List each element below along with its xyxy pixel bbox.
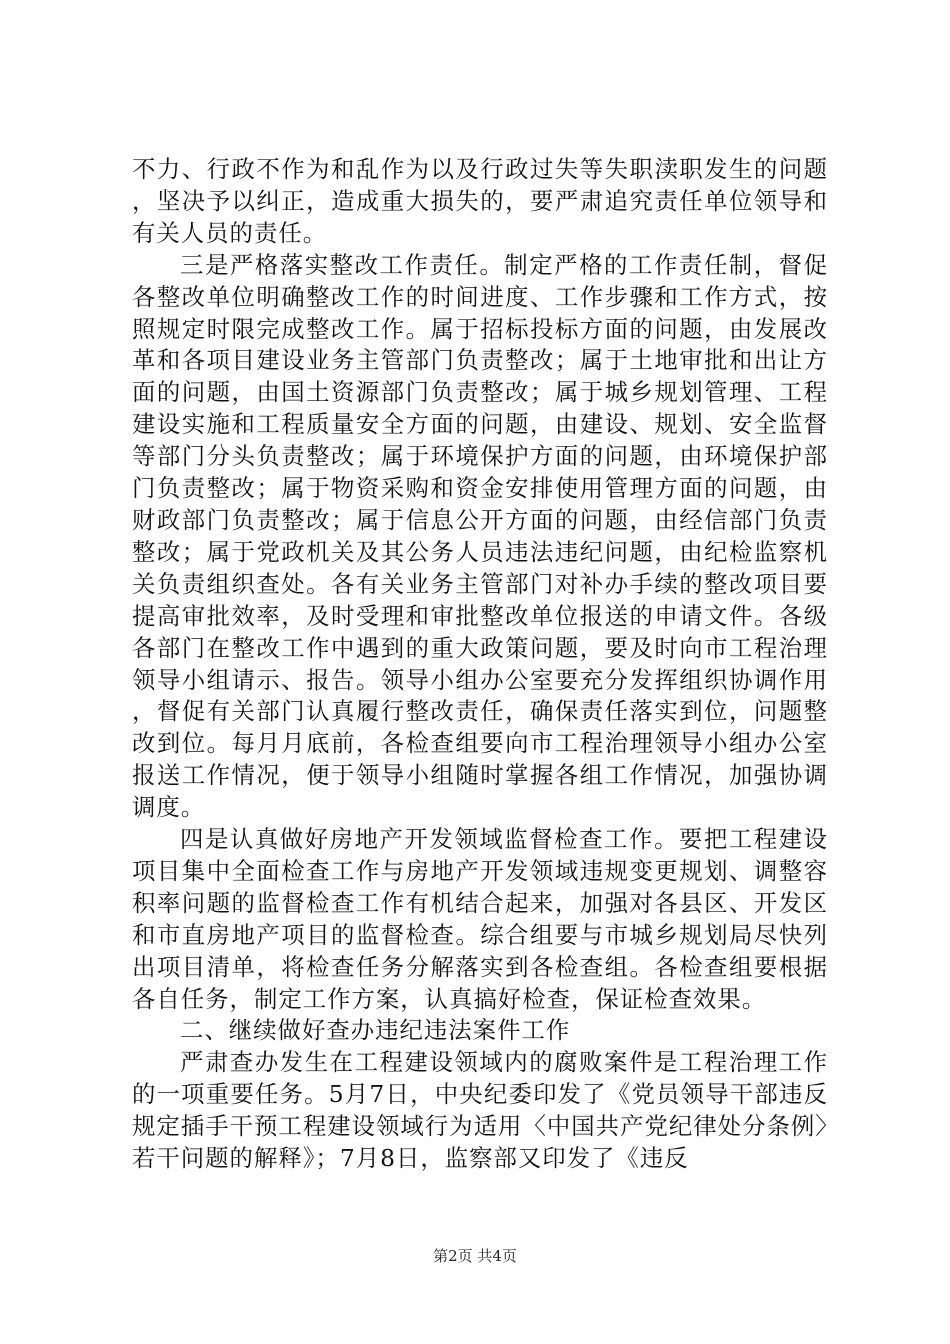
document-body (132, 154, 828, 1175)
page-footer: 第2页 共4页 (433, 1247, 517, 1265)
paragraph-continuation: 不力、行政不作为和乱作为以及行政过失等失职渎职发生的问题，坚决予以纠正，造成重大损失的，要严肃追究责任单位领导和有关人员的责任。 (132, 155, 828, 247)
paragraph-rectification-responsibility: 三是严格落实整改工作责任。制定严格的工作责任制，督促各整改单位明确整改工作的时间进度、工作步骤和工作方式，按照规定时限完成整改工作。属于招标投标方面的问题，由发展改革和各项目建设业务主管部门负责整改；属于土地审批和出让方面的问题，由国土资源部门负责整改；属于城乡规划管理、工程建设实施和工程质量安全方面的问题，由建设、规划、安全监督等部门分头负责整改；属于环境保护方面的问题，由环境保护部门负责整改；属于物资采购和资金安排使用管理方面的问题，由财政部门负责整改；属于信息公开方面的问题，由经信部门负责整改；属于党政机关及其公务人员违法违纪问题，由纪检监察机关负责组织查处。各有关业务主管部门对补办手续的整改项目要提高审批效率，及时受理和审批整改单位报送的申请文件。各级各部门在整改工作中遇到的重大政策问题，要及时向市工程治理领导小组请示、报告。领导小组办公室要充分发挥组织协调作用，督促有关部门认真履行整改责任，确保责任落实到位，问题整改到位。每月月底前，各检查组要向市工程治理领导小组办公室报送工作情况，便于领导小组随时掌握各组工作情况，加强协调调度。 (132, 250, 828, 822)
section-heading-case-investigation: 二、继续做好查办违纪违法案件工作 (180, 1016, 571, 1045)
paragraph-real-estate-supervision: 四是认真做好房地产开发领域监督检查工作。要把工程建设项目集中全面检查工作与房地产开发领域违规变更规划、调整容积率问题的监督检查工作有机结合起来，加强对各县区、开发区和市直房地产项目的监督检查。综合组要与市城乡规划局尽快列出项目清单，将检查任务分解落实到各检查组。各检查组要根据各自任务，制定工作方案，认真搞好检查，保证检查效果。 (132, 825, 828, 1013)
paragraph-corruption-cases: 严肃查办发生在工程建设领域内的腐败案件是工程治理工作的一项重要任务。5月7日，中央纪委印发了《党员领导干部违反规定插手干预工程建设领域行为适用〈中国共产党纪律处分条例〉若干问题的解释》；7月8日，监察部又印发了《违反 (132, 1048, 828, 1173)
